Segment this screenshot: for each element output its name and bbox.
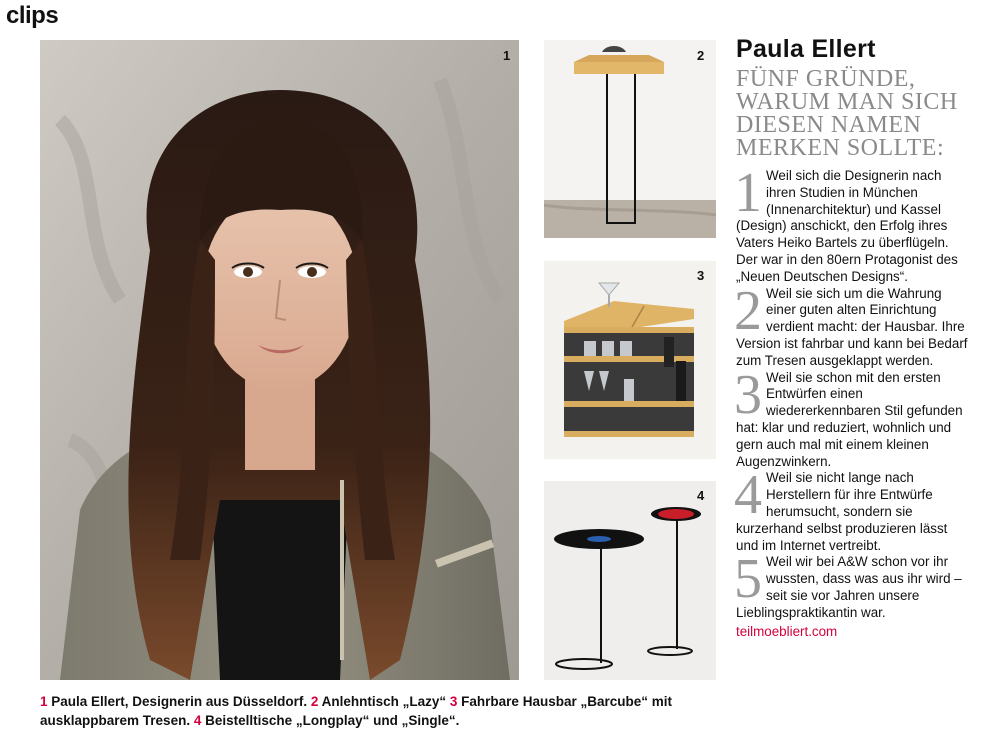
reason-number-3: 3 [734,363,762,426]
photo-caption [40,692,720,730]
console-table-photo [544,40,716,238]
designer-name: Paula Ellert [736,35,876,63]
photo-number-2: 2 [697,48,705,63]
reason-text-5: Weil wir bei A&W schon vor ihr wussten, dass was aus ihr wird – seit sie vor Jahren unsere Lieblingspraktikantin war. [736,554,962,620]
caption-number-4: 4 [193,713,202,728]
reason-number-4: 4 [734,464,762,527]
side-tables-photo [544,481,716,680]
reason-text-1: Weil sich die Designerin nach ihren Studien in München (Innenarchitektur) und Kassel (Design) anschickt, den Erfolg ihres Vaters Heiko Bartels zu überflügeln. Der war in den 80ern Protagonist des „Neuen Deutschen Designs“. [736,168,958,284]
reason-text-4: Weil sie nicht lange nach Herstellern für ihre Entwürfe herumsucht, sondern sie kurzerhand selbst produzieren lässt und im Internet vertreibt. [736,470,948,553]
reason-number-1: 1 [734,162,762,224]
photo-number-4: 4 [697,488,705,503]
article-column [736,34,972,639]
reason-1 [734,162,972,286]
photo-number-1: 1 [503,48,511,63]
caption-text-4: Beistelltische „Longplay“ und „Single“. [201,713,460,728]
photo-number-3: 3 [697,268,705,283]
reason-number-2: 2 [734,279,762,342]
section-label: clips [6,2,59,29]
reason-4 [734,464,972,554]
website-link[interactable]: teilmoebliert.com [736,623,838,639]
reason-text-2: Weil sie sich um die Wahrung einer guten alten Einrichtung verdient macht: der Hausbar. Ihre Version ist fahrbar und kann bei Bedarf zum Tresen ausgeklappt werden. [736,285,968,368]
caption-number-3: 3 [449,694,458,709]
caption-text-3: Fahrbare Hausbar „Barcube“ mit ausklappbarem Tresen. [40,694,672,728]
reason-5 [734,548,972,621]
reason-3 [734,363,972,471]
reason-number-5: 5 [734,548,762,611]
reason-2 [734,279,972,370]
article-headline: FÜNF GRÜNDE, WARUM MAN SICH DIESEN NAMEN MERKEN SOLLTE: [736,66,958,161]
caption-text-2: Anlehntisch „Lazy“ [318,694,450,709]
caption-number-1: 1 [40,694,48,709]
portrait-photo [40,40,519,680]
caption-number-2: 2 [310,694,319,709]
reason-text-3: Weil sie schon mit den ersten Entwürfen einen wiedererkennbaren Stil gefunden hat: klar und reduziert, wohnlich und gern auch mal mit einem kleinen Augenzwinkern. [736,369,963,469]
bar-cube-photo [544,261,716,459]
caption-text-1: Paula Ellert, Designerin aus Düsseldorf. [47,694,311,709]
